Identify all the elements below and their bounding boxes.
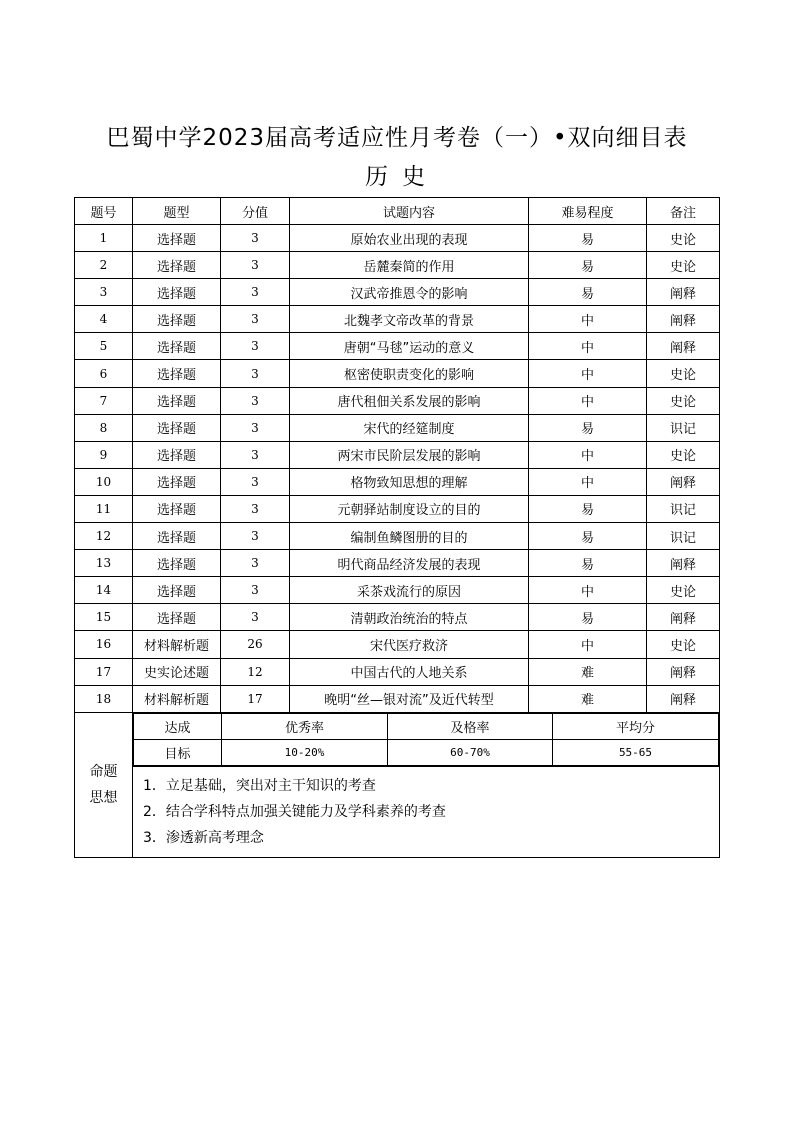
cell-type: 选择题	[133, 523, 221, 550]
table-row	[75, 523, 720, 550]
cell-score: 3	[221, 468, 290, 495]
cell-type: 选择题	[133, 387, 221, 414]
cell-type: 选择题	[133, 279, 221, 306]
goal-value-pass: 60-70%	[388, 739, 553, 765]
cell-type: 材料解析题	[133, 631, 221, 658]
cell-content: 唐代租佃关系发展的影响	[290, 387, 529, 414]
cell-score: 12	[221, 658, 290, 685]
cell-score: 3	[221, 577, 290, 604]
table-row	[75, 577, 720, 604]
cell-number: 4	[75, 306, 133, 333]
cell-difficulty: 中	[529, 387, 647, 414]
table-header-row	[75, 198, 720, 225]
goal-header-excellent: 优秀率	[222, 713, 388, 739]
table-row	[75, 333, 720, 360]
goal-label-bottom: 目标	[134, 739, 222, 765]
cell-type: 选择题	[133, 360, 221, 387]
cell-difficulty: 易	[529, 279, 647, 306]
cell-difficulty: 易	[529, 550, 647, 577]
cell-score: 3	[221, 225, 290, 252]
cell-note: 阐释	[647, 333, 720, 360]
table-row	[75, 360, 720, 387]
cell-content: 明代商品经济发展的表现	[290, 550, 529, 577]
cell-number: 15	[75, 604, 133, 631]
cell-type: 选择题	[133, 604, 221, 631]
question-rows	[75, 225, 720, 713]
cell-content: 汉武帝推恩令的影响	[290, 279, 529, 306]
cell-number: 7	[75, 387, 133, 414]
subject-title: 历史	[365, 164, 439, 190]
cell-number: 1	[75, 225, 133, 252]
cell-note: 阐释	[647, 550, 720, 577]
cell-note: 史论	[647, 441, 720, 468]
goal-header-pass: 及格率	[388, 713, 553, 739]
cell-score: 3	[221, 523, 290, 550]
cell-note: 史论	[647, 360, 720, 387]
goal-value-average: 55-65	[553, 739, 719, 765]
cell-content: 枢密使职责变化的影响	[290, 360, 529, 387]
header-type: 题型	[133, 198, 221, 225]
cell-number: 8	[75, 414, 133, 441]
cell-difficulty: 中	[529, 577, 647, 604]
cell-difficulty: 中	[529, 333, 647, 360]
cell-type: 选择题	[133, 225, 221, 252]
cell-score: 3	[221, 550, 290, 577]
table-row	[75, 414, 720, 441]
cell-content: 清朝政治统治的特点	[290, 604, 529, 631]
cell-type: 选择题	[133, 577, 221, 604]
cell-score: 3	[221, 279, 290, 306]
cell-number: 18	[75, 685, 133, 712]
cell-note: 阐释	[647, 468, 720, 495]
table-row	[75, 306, 720, 333]
header-content: 试题内容	[290, 198, 529, 225]
cell-difficulty: 中	[529, 360, 647, 387]
cell-type: 选择题	[133, 441, 221, 468]
cell-difficulty: 易	[529, 414, 647, 441]
cell-score: 3	[221, 252, 290, 279]
cell-content: 采茶戏流行的原因	[290, 577, 529, 604]
design-label: 命题 思想	[89, 763, 118, 806]
table-row	[75, 550, 720, 577]
cell-score: 26	[221, 631, 290, 658]
cell-type: 选择题	[133, 468, 221, 495]
cell-difficulty: 易	[529, 225, 647, 252]
cell-score: 3	[221, 441, 290, 468]
goal-cell	[133, 712, 720, 766]
cell-number: 10	[75, 468, 133, 495]
goal-label-top: 达成	[134, 713, 222, 739]
cell-note: 识记	[647, 495, 720, 522]
cell-number: 16	[75, 631, 133, 658]
table-row	[75, 685, 720, 712]
header-number: 题号	[75, 198, 133, 225]
cell-note: 阐释	[647, 604, 720, 631]
table-row	[75, 279, 720, 306]
cell-content: 宋代的经筵制度	[290, 414, 529, 441]
cell-type: 选择题	[133, 550, 221, 577]
cell-content: 元朝驿站制度设立的目的	[290, 495, 529, 522]
cell-number: 2	[75, 252, 133, 279]
cell-score: 17	[221, 685, 290, 712]
cell-note: 阐释	[647, 279, 720, 306]
cell-type: 选择题	[133, 495, 221, 522]
cell-note: 史论	[647, 631, 720, 658]
cell-note: 阐释	[647, 685, 720, 712]
cell-content: 原始农业出现的表现	[290, 225, 529, 252]
cell-difficulty: 中	[529, 306, 647, 333]
cell-score: 3	[221, 306, 290, 333]
cell-note: 识记	[647, 523, 720, 550]
cell-content: 编制鱼鳞图册的目的	[290, 523, 529, 550]
cell-content: 北魏孝文帝改革的背景	[290, 306, 529, 333]
cell-number: 11	[75, 495, 133, 522]
cell-score: 3	[221, 495, 290, 522]
cell-note: 史论	[647, 577, 720, 604]
cell-content: 岳麓秦简的作用	[290, 252, 529, 279]
table-row	[75, 387, 720, 414]
spec-table	[74, 197, 720, 858]
cell-score: 3	[221, 604, 290, 631]
goal-value-excellent: 10-20%	[222, 739, 388, 765]
design-idea-1: 1．立足基础，突出对主干知识的考查	[143, 777, 376, 794]
cell-content: 格物致知思想的理解	[290, 468, 529, 495]
cell-difficulty: 中	[529, 441, 647, 468]
cell-note: 史论	[647, 225, 720, 252]
cell-note: 史论	[647, 387, 720, 414]
cell-difficulty: 中	[529, 631, 647, 658]
cell-number: 17	[75, 658, 133, 685]
cell-note: 识记	[647, 414, 720, 441]
cell-difficulty: 易	[529, 252, 647, 279]
design-idea-2: 2．结合学科特点加强关键能力及学科素养的考查	[143, 803, 446, 820]
table-row	[75, 604, 720, 631]
cell-note: 阐释	[647, 658, 720, 685]
cell-difficulty: 难	[529, 658, 647, 685]
cell-score: 3	[221, 333, 290, 360]
cell-note: 史论	[647, 252, 720, 279]
cell-type: 史实论述题	[133, 658, 221, 685]
cell-type: 选择题	[133, 333, 221, 360]
cell-number: 5	[75, 333, 133, 360]
cell-number: 9	[75, 441, 133, 468]
design-label-cell	[75, 712, 133, 857]
cell-number: 6	[75, 360, 133, 387]
header-difficulty: 难易程度	[529, 198, 647, 225]
table-row	[75, 658, 720, 685]
cell-content: 两宋市民阶层发展的影响	[290, 441, 529, 468]
cell-difficulty: 易	[529, 604, 647, 631]
goal-table	[133, 713, 719, 766]
table-row	[75, 252, 720, 279]
cell-number: 3	[75, 279, 133, 306]
cell-content: 中国古代的人地关系	[290, 658, 529, 685]
cell-number: 14	[75, 577, 133, 604]
cell-content: 宋代医疗救济	[290, 631, 529, 658]
page-title: 巴蜀中学2023届高考适应性月考卷（一）•双向细目表	[106, 125, 688, 151]
cell-difficulty: 中	[529, 468, 647, 495]
goal-header-average: 平均分	[553, 713, 719, 739]
header-score: 分值	[221, 198, 290, 225]
header-note: 备注	[647, 198, 720, 225]
table-row	[75, 495, 720, 522]
table-row	[75, 468, 720, 495]
cell-difficulty: 难	[529, 685, 647, 712]
design-idea-3: 3．渗透新高考理念	[143, 829, 264, 846]
cell-score: 3	[221, 360, 290, 387]
design-ideas-cell	[133, 766, 720, 857]
cell-number: 12	[75, 523, 133, 550]
cell-content: 晚明“丝—银对流”及近代转型	[290, 685, 529, 712]
cell-number: 13	[75, 550, 133, 577]
cell-score: 3	[221, 414, 290, 441]
table-row	[75, 441, 720, 468]
table-row	[75, 225, 720, 252]
cell-note: 阐释	[647, 306, 720, 333]
cell-type: 材料解析题	[133, 685, 221, 712]
cell-type: 选择题	[133, 252, 221, 279]
cell-score: 3	[221, 387, 290, 414]
cell-type: 选择题	[133, 306, 221, 333]
cell-content: 唐朝“马毬”运动的意义	[290, 333, 529, 360]
table-row	[75, 631, 720, 658]
cell-type: 选择题	[133, 414, 221, 441]
cell-difficulty: 易	[529, 495, 647, 522]
cell-difficulty: 易	[529, 523, 647, 550]
